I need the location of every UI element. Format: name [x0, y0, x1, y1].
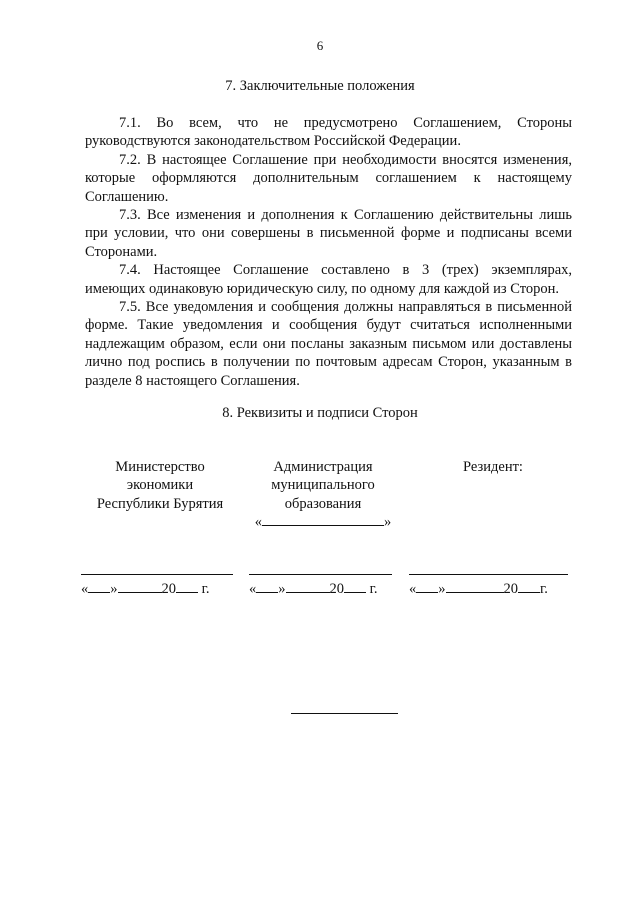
clause-7-1: 7.1. Во всем, что не предусмотрено Соглашением, Стороны руководствуются законодательством Российской Федерации. — [85, 115, 572, 150]
party-administration-line-3: образования — [284, 495, 362, 512]
end-of-document-line — [291, 713, 398, 714]
municipality-name-blank[interactable] — [262, 513, 384, 526]
date-day-blank[interactable] — [88, 580, 110, 593]
date-year-blank[interactable] — [176, 580, 198, 593]
party-ministry-line-2: экономики — [126, 477, 194, 494]
party-ministry — [85, 458, 235, 513]
municipality-name-field[interactable] — [248, 513, 398, 531]
date-field-resident[interactable] — [409, 580, 548, 598]
date-day-blank[interactable] — [256, 580, 278, 593]
date-month-blank[interactable] — [446, 580, 504, 593]
date-field-administration[interactable] — [249, 580, 378, 598]
clause-7-5: 7.5. Все уведомления и сообщения должны направляться в письменной форме. Такие уведомления и сообщения будут считаться исполненными надлежащим образом, если они посланы заказным письмом или доставлены лично под роспись в получении по почтовым адресам Сторон, указанным в разделе 8 настоящего Соглашения. — [85, 299, 572, 389]
section-7-title: 7. Заключительные положения — [225, 78, 415, 94]
party-administration — [248, 458, 398, 532]
party-ministry-line-3: Республики Бурятия — [96, 495, 224, 512]
quote-close: » — [384, 514, 392, 531]
section-8-title: 8. Реквизиты и подписи Сторон — [222, 405, 418, 421]
date-field-ministry[interactable] — [81, 580, 210, 598]
date-day-blank[interactable] — [416, 580, 438, 593]
date-quote-open: « — [409, 581, 417, 597]
date-suffix: г. — [540, 581, 548, 597]
date-quote-open: « — [81, 581, 89, 597]
date-century: 20 — [503, 581, 518, 597]
party-resident-line-1: Резидент: — [463, 459, 523, 475]
date-year-blank[interactable] — [344, 580, 366, 593]
date-quote-close: » — [110, 581, 118, 597]
page-number: 6 — [316, 38, 324, 53]
signature-line-ministry[interactable] — [81, 574, 233, 575]
party-resident — [418, 458, 568, 476]
clause-7-3: 7.3. Все изменения и дополнения к Соглашению действительны лишь при условии, что они совершены в письменной форме и подписаны всеми Сторонами. — [85, 207, 572, 260]
date-suffix: г. — [201, 581, 210, 597]
date-year-blank[interactable] — [518, 580, 540, 593]
date-suffix: г. — [369, 581, 378, 597]
date-month-blank[interactable] — [286, 580, 330, 593]
signature-line-administration[interactable] — [249, 574, 392, 575]
date-quote-open: « — [249, 581, 257, 597]
party-administration-line-2: муниципального — [271, 477, 375, 494]
date-month-blank[interactable] — [118, 580, 162, 593]
party-ministry-line-1: Министерство — [115, 459, 205, 475]
date-quote-close: » — [278, 581, 286, 597]
clause-7-2: 7.2. В настоящее Соглашение при необходимости вносятся изменения, которые оформляются дополнительным соглашением к настоящему Соглашению. — [85, 151, 572, 205]
quote-open: « — [254, 514, 262, 531]
clause-7-4: 7.4. Настоящее Соглашение составлено в 3 (трех) экземплярах, имеющих одинаковую юридическую силу, по одному для каждой из Сторон. — [85, 262, 572, 297]
section-7-body — [85, 114, 572, 390]
party-administration-line-1: Администрация — [273, 459, 373, 475]
signature-line-resident[interactable] — [409, 574, 568, 575]
date-century: 20 — [329, 581, 344, 597]
date-century: 20 — [161, 581, 176, 597]
date-quote-close: » — [438, 581, 446, 597]
